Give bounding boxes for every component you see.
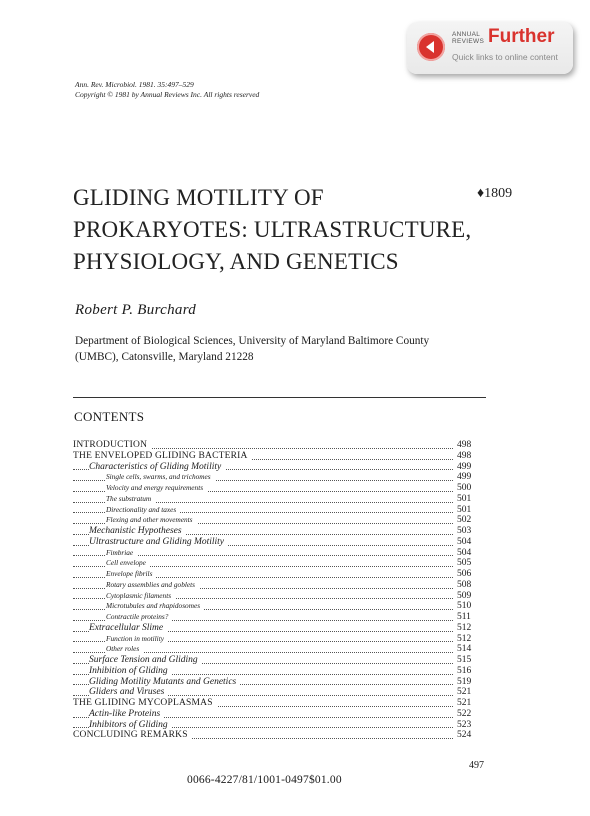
toc-entry[interactable] xyxy=(73,612,487,623)
toc-entry-label: Surface Tension and Gliding xyxy=(89,655,202,666)
toc-entry-page: 516 xyxy=(457,666,487,677)
toc-entry-label: Directionality and taxes xyxy=(106,505,180,516)
toc-entry-label: Mechanistic Hypotheses xyxy=(89,526,186,537)
page-number: 497 xyxy=(469,760,484,771)
toc-entry-page: 504 xyxy=(457,548,487,559)
toc-entry-page: 504 xyxy=(457,537,487,548)
toc-entry[interactable] xyxy=(73,483,487,494)
toc-entry-page: 512 xyxy=(457,634,487,645)
toc-entry-label: Extracellular Slime xyxy=(89,623,167,634)
toc-entry[interactable] xyxy=(73,472,487,483)
toc-entry[interactable] xyxy=(73,580,487,591)
toc-entry-page: 512 xyxy=(457,623,487,634)
title-line: GLIDING MOTILITY OF xyxy=(73,185,324,210)
toc-entry[interactable] xyxy=(73,451,487,462)
toc-entry-label: Ultrastructure and Gliding Motility xyxy=(89,537,228,548)
toc-entry[interactable] xyxy=(73,687,487,698)
toc-entry-page: 508 xyxy=(457,580,487,591)
toc-entry-page: 521 xyxy=(457,698,487,709)
toc-entry-page: 501 xyxy=(457,494,487,505)
toc-entry-label: Contractile proteins? xyxy=(106,612,172,623)
toc-entry[interactable] xyxy=(73,440,487,451)
toc-entry[interactable] xyxy=(73,730,487,741)
toc-entry[interactable] xyxy=(73,591,487,602)
toc-entry-label: INTRODUCTION xyxy=(73,440,151,451)
annual-reviews-further-banner[interactable] xyxy=(407,22,573,74)
toc-entry-page: 499 xyxy=(457,472,487,483)
toc-entry-page: 515 xyxy=(457,655,487,666)
toc-entry-label: Cell envelope xyxy=(106,558,150,569)
toc-entry-page: 506 xyxy=(457,569,487,580)
toc-entry[interactable] xyxy=(73,548,487,559)
toc-entry-label: The substratum xyxy=(106,494,155,505)
title-line: PHYSIOLOGY, AND GENETICS xyxy=(73,249,399,274)
banner-annual-reviews-label: ANNUAL REVIEWS xyxy=(452,31,485,45)
table-of-contents xyxy=(73,440,487,741)
toc-entry[interactable] xyxy=(73,623,487,634)
toc-entry[interactable] xyxy=(73,462,487,473)
toc-entry[interactable] xyxy=(73,569,487,580)
toc-entry[interactable] xyxy=(73,666,487,677)
toc-entry-page: 523 xyxy=(457,720,487,731)
toc-entry[interactable] xyxy=(73,698,487,709)
citation-line: Ann. Rev. Microbiol. 1981. 35:497–529 xyxy=(75,80,194,89)
toc-entry-label: Rotary assemblies and goblets xyxy=(106,580,199,591)
toc-entry[interactable] xyxy=(73,558,487,569)
toc-entry-page: 524 xyxy=(457,730,487,741)
toc-entry-page: 509 xyxy=(457,591,487,602)
contents-heading: CONTENTS xyxy=(74,409,145,424)
banner-further-label: Further xyxy=(488,26,555,47)
toc-entry[interactable] xyxy=(73,644,487,655)
article-number: ♦1809 xyxy=(477,186,513,201)
toc-entry-page: 511 xyxy=(457,612,487,623)
author-name: Robert P. Burchard xyxy=(75,302,197,318)
author-affiliation xyxy=(75,333,495,365)
toc-entry-page: 498 xyxy=(457,440,487,451)
toc-entry-label: Cytoplasmic filaments xyxy=(106,591,175,602)
banner-subtitle: Quick links to online content xyxy=(452,52,558,62)
toc-entry[interactable] xyxy=(73,537,487,548)
toc-entry-label: Envelope fibrils xyxy=(106,569,156,580)
toc-entry[interactable] xyxy=(73,677,487,688)
toc-entry-label: Actin-like Proteins xyxy=(89,709,164,720)
copyright-line: Copyright © 1981 by Annual Reviews Inc. All rights reserved xyxy=(75,90,260,99)
toc-entry-label: Gliding Motility Mutants and Genetics xyxy=(89,677,240,688)
toc-entry-page: 510 xyxy=(457,601,487,612)
toc-entry-page: 514 xyxy=(457,644,487,655)
toc-entry-page: 521 xyxy=(457,687,487,698)
toc-entry-page: 503 xyxy=(457,526,487,537)
toc-entry[interactable] xyxy=(73,494,487,505)
footer-code: 0066-4227/81/1001-0497$01.00 xyxy=(187,774,342,786)
toc-entry-label: Function in motility xyxy=(106,634,168,645)
toc-entry-label: Other roles xyxy=(106,644,143,655)
toc-entry-label: Flexing and other movements xyxy=(106,515,197,526)
toc-entry-label: Inhibition of Gliding xyxy=(89,666,172,677)
toc-entry-page: 505 xyxy=(457,558,487,569)
toc-entry[interactable] xyxy=(73,601,487,612)
toc-entry-page: 499 xyxy=(457,462,487,473)
toc-entry-label: Single cells, swarms, and trichomes xyxy=(106,472,215,483)
affiliation-line: Department of Biological Sciences, University of Maryland Baltimore County xyxy=(75,335,430,347)
play-back-icon xyxy=(417,33,445,61)
toc-entry-label: THE GLIDING MYCOPLASMAS xyxy=(73,698,217,709)
toc-entry[interactable] xyxy=(73,655,487,666)
toc-entry[interactable] xyxy=(73,526,487,537)
toc-entry[interactable] xyxy=(73,720,487,731)
toc-entry-label: Gliders and Viruses xyxy=(89,687,168,698)
toc-entry-label: Microtubules and rhapidosomes xyxy=(106,601,204,612)
toc-entry[interactable] xyxy=(73,634,487,645)
toc-entry-label: Inhibitors of Gliding xyxy=(89,720,172,731)
toc-entry-label: Characteristics of Gliding Motility xyxy=(89,462,225,473)
toc-entry-label: Fimbriae xyxy=(106,548,137,559)
toc-entry[interactable] xyxy=(73,515,487,526)
toc-entry[interactable] xyxy=(73,505,487,516)
title-line: PROKARYOTES: ULTRASTRUCTURE, xyxy=(73,217,472,242)
toc-entry-page: 522 xyxy=(457,709,487,720)
toc-entry-label: CONCLUDING REMARKS xyxy=(73,730,192,741)
toc-entry-page: 502 xyxy=(457,515,487,526)
toc-entry-label: THE ENVELOPED GLIDING BACTERIA xyxy=(73,451,252,462)
toc-entry-page: 500 xyxy=(457,483,487,494)
toc-entry-page: 519 xyxy=(457,677,487,688)
toc-entry-page: 498 xyxy=(457,451,487,462)
journal-citation xyxy=(75,80,259,100)
toc-entry-label: Velocity and energy requirements xyxy=(106,483,207,494)
toc-entry-page: 501 xyxy=(457,505,487,516)
toc-entry[interactable] xyxy=(73,709,487,720)
section-divider xyxy=(73,397,486,398)
article-title xyxy=(73,182,471,278)
affiliation-line: (UMBC), Catonsville, Maryland 21228 xyxy=(75,351,254,363)
